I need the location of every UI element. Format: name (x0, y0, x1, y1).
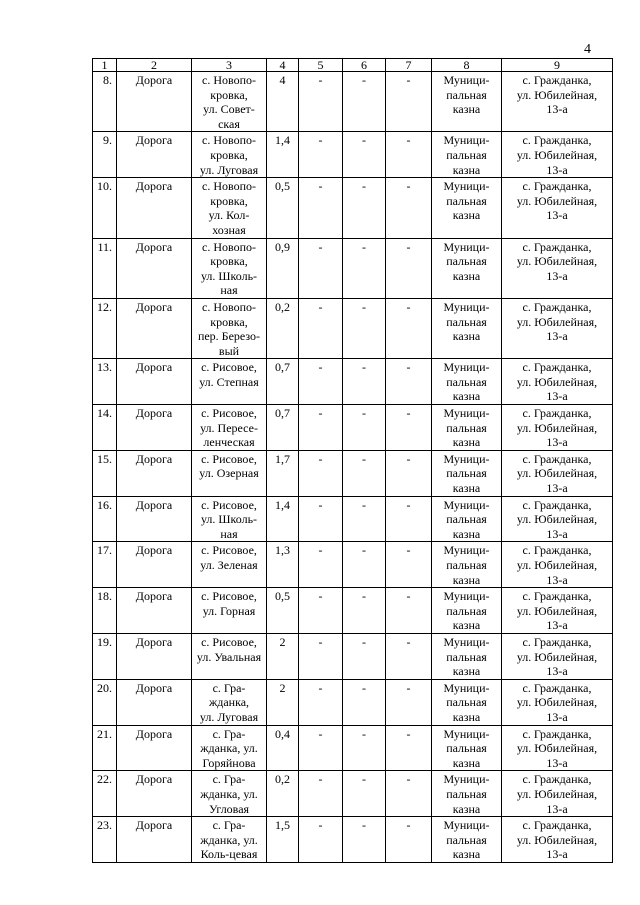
table-cell-col-7: - (386, 178, 432, 238)
table-cell-col-1: 17. (93, 542, 117, 588)
table-row (93, 298, 613, 358)
table-cell-col-4: 0,2 (267, 298, 299, 358)
table-cell-col-3: с. Гра- жданка, ул. Угловая (192, 771, 267, 817)
table-row (93, 359, 613, 405)
table-cell-col-8: Муници- пальная казна (432, 725, 502, 771)
column-header-6: 6 (343, 59, 386, 72)
table-cell-col-7: - (386, 405, 432, 451)
table-cell-col-7: - (386, 588, 432, 634)
table-cell-col-2: Дорога (117, 359, 192, 405)
table-cell-col-8: Муници- пальная казна (432, 817, 502, 863)
table-cell-col-4: 1,4 (267, 132, 299, 178)
table-cell-col-2: Дорога (117, 178, 192, 238)
table-cell-col-2: Дорога (117, 72, 192, 132)
table-cell-col-5: - (299, 725, 343, 771)
table-cell-col-9: с. Гражданка, ул. Юбилейная, 13-а (502, 298, 613, 358)
table-cell-col-8: Муници- пальная казна (432, 72, 502, 132)
table-cell-col-9: с. Гражданка, ул. Юбилейная, 13-а (502, 633, 613, 679)
table-cell-col-4: 0,5 (267, 178, 299, 238)
column-header-9: 9 (502, 59, 613, 72)
table-cell-col-8: Муници- пальная казна (432, 450, 502, 496)
table-cell-col-7: - (386, 359, 432, 405)
table-cell-col-7: - (386, 725, 432, 771)
table-cell-col-4: 0,9 (267, 238, 299, 298)
table-cell-col-4: 4 (267, 72, 299, 132)
table-row (93, 238, 613, 298)
table-cell-col-6: - (343, 359, 386, 405)
table-cell-col-7: - (386, 298, 432, 358)
table-cell-col-3: с. Рисовое, ул. Школь- ная (192, 496, 267, 542)
table-cell-col-1: 11. (93, 238, 117, 298)
table-cell-col-3: с. Новопо- кровка, ул. Совет- ская (192, 72, 267, 132)
table-cell-col-6: - (343, 405, 386, 451)
table-cell-col-7: - (386, 238, 432, 298)
table-cell-col-2: Дорога (117, 679, 192, 725)
table-header (93, 59, 613, 72)
table-cell-col-5: - (299, 178, 343, 238)
table-body (93, 72, 613, 863)
table-row (93, 633, 613, 679)
table-cell-col-1: 10. (93, 178, 117, 238)
table-cell-col-2: Дорога (117, 542, 192, 588)
table-cell-col-8: Муници- пальная казна (432, 359, 502, 405)
table-cell-col-3: с. Рисовое, ул. Горная (192, 588, 267, 634)
table-cell-col-5: - (299, 771, 343, 817)
table-cell-col-6: - (343, 542, 386, 588)
table-cell-col-3: с. Рисовое, ул. Пересе- ленческая (192, 405, 267, 451)
table-cell-col-1: 21. (93, 725, 117, 771)
table-cell-col-8: Муници- пальная казна (432, 679, 502, 725)
table-cell-col-9: с. Гражданка, ул. Юбилейная, 13-а (502, 817, 613, 863)
table-cell-col-8: Муници- пальная казна (432, 405, 502, 451)
table-cell-col-3: с. Новопо- кровка, ул. Луговая (192, 132, 267, 178)
table-cell-col-8: Муници- пальная казна (432, 178, 502, 238)
table-cell-col-6: - (343, 132, 386, 178)
table-cell-col-5: - (299, 679, 343, 725)
table-cell-col-8: Муници- пальная казна (432, 132, 502, 178)
table-cell-col-5: - (299, 588, 343, 634)
table-cell-col-9: с. Гражданка, ул. Юбилейная, 13-а (502, 588, 613, 634)
table-cell-col-2: Дорога (117, 771, 192, 817)
table-cell-col-8: Муници- пальная казна (432, 588, 502, 634)
table-cell-col-7: - (386, 679, 432, 725)
table-cell-col-6: - (343, 679, 386, 725)
header-row (93, 59, 613, 72)
table-cell-col-8: Муници- пальная казна (432, 496, 502, 542)
table-cell-col-8: Муници- пальная казна (432, 542, 502, 588)
table-row (93, 405, 613, 451)
table-row (93, 771, 613, 817)
table-cell-col-4: 1,4 (267, 496, 299, 542)
table-cell-col-6: - (343, 771, 386, 817)
column-header-8: 8 (432, 59, 502, 72)
column-header-3: 3 (192, 59, 267, 72)
table-cell-col-6: - (343, 817, 386, 863)
table-cell-col-3: с. Рисовое, ул. Озерная (192, 450, 267, 496)
table-cell-col-1: 15. (93, 450, 117, 496)
property-register-table (92, 58, 613, 863)
table-cell-col-2: Дорога (117, 298, 192, 358)
table-cell-col-6: - (343, 298, 386, 358)
table-cell-col-9: с. Гражданка, ул. Юбилейная, 13-а (502, 450, 613, 496)
table-cell-col-7: - (386, 817, 432, 863)
table-cell-col-3: с. Гра- жданка, ул. Горяйнова (192, 725, 267, 771)
table-cell-col-2: Дорога (117, 132, 192, 178)
table-cell-col-9: с. Гражданка, ул. Юбилейная, 13-а (502, 238, 613, 298)
table-cell-col-5: - (299, 450, 343, 496)
table-cell-col-1: 18. (93, 588, 117, 634)
table-cell-col-6: - (343, 238, 386, 298)
table-cell-col-3: с. Рисовое, ул. Степная (192, 359, 267, 405)
table-cell-col-1: 12. (93, 298, 117, 358)
table-cell-col-4: 1,5 (267, 817, 299, 863)
table-row (93, 542, 613, 588)
table-cell-col-4: 0,2 (267, 771, 299, 817)
table-cell-col-5: - (299, 359, 343, 405)
table-cell-col-8: Муници- пальная казна (432, 771, 502, 817)
table-cell-col-9: с. Гражданка, ул. Юбилейная, 13-а (502, 72, 613, 132)
table-cell-col-4: 1,3 (267, 542, 299, 588)
table-row (93, 178, 613, 238)
table-cell-col-6: - (343, 450, 386, 496)
table-cell-col-1: 14. (93, 405, 117, 451)
table-cell-col-2: Дорога (117, 817, 192, 863)
table-cell-col-7: - (386, 496, 432, 542)
table-cell-col-1: 22. (93, 771, 117, 817)
table-cell-col-7: - (386, 771, 432, 817)
table-cell-col-6: - (343, 72, 386, 132)
table-cell-col-5: - (299, 405, 343, 451)
column-header-5: 5 (299, 59, 343, 72)
table-cell-col-9: с. Гражданка, ул. Юбилейная, 13-а (502, 178, 613, 238)
table-cell-col-9: с. Гражданка, ул. Юбилейная, 13-а (502, 405, 613, 451)
table-cell-col-1: 13. (93, 359, 117, 405)
column-header-1: 1 (93, 59, 117, 72)
table-cell-col-9: с. Гражданка, ул. Юбилейная, 13-а (502, 542, 613, 588)
table-cell-col-3: с. Новопо- кровка, пер. Березо- вый (192, 298, 267, 358)
table-cell-col-3: с. Гра- жданка, ул. Луговая (192, 679, 267, 725)
table-row (93, 725, 613, 771)
table-cell-col-5: - (299, 542, 343, 588)
table-cell-col-3: с. Рисовое, ул. Зеленая (192, 542, 267, 588)
table-cell-col-1: 23. (93, 817, 117, 863)
table-cell-col-2: Дорога (117, 588, 192, 634)
table-cell-col-4: 1,7 (267, 450, 299, 496)
table-cell-col-6: - (343, 178, 386, 238)
table-cell-col-5: - (299, 72, 343, 132)
table-cell-col-8: Муници- пальная казна (432, 633, 502, 679)
table-cell-col-9: с. Гражданка, ул. Юбилейная, 13-а (502, 132, 613, 178)
table-cell-col-3: с. Новопо- кровка, ул. Кол- хозная (192, 178, 267, 238)
table-cell-col-2: Дорога (117, 725, 192, 771)
table-cell-col-2: Дорога (117, 633, 192, 679)
table-row (93, 496, 613, 542)
table-cell-col-5: - (299, 817, 343, 863)
table-cell-col-9: с. Гражданка, ул. Юбилейная, 13-а (502, 496, 613, 542)
table-cell-col-9: с. Гражданка, ул. Юбилейная, 13-а (502, 679, 613, 725)
table-row (93, 679, 613, 725)
table-cell-col-1: 19. (93, 633, 117, 679)
table-cell-col-1: 20. (93, 679, 117, 725)
table-cell-col-9: с. Гражданка, ул. Юбилейная, 13-а (502, 359, 613, 405)
table-cell-col-9: с. Гражданка, ул. Юбилейная, 13-а (502, 771, 613, 817)
table-row (93, 72, 613, 132)
table-cell-col-7: - (386, 72, 432, 132)
table-cell-col-7: - (386, 633, 432, 679)
table-cell-col-4: 0,5 (267, 588, 299, 634)
table-cell-col-7: - (386, 450, 432, 496)
table-cell-col-8: Муници- пальная казна (432, 238, 502, 298)
table-cell-col-6: - (343, 725, 386, 771)
table-cell-col-4: 0,4 (267, 725, 299, 771)
table-cell-col-6: - (343, 496, 386, 542)
table-cell-col-3: с. Новопо- кровка, ул. Школь- ная (192, 238, 267, 298)
table-cell-col-7: - (386, 542, 432, 588)
table-cell-col-2: Дорога (117, 405, 192, 451)
column-header-7: 7 (386, 59, 432, 72)
table-row (93, 588, 613, 634)
table-row (93, 132, 613, 178)
table-cell-col-1: 8. (93, 72, 117, 132)
table-cell-col-5: - (299, 238, 343, 298)
table-cell-col-2: Дорога (117, 450, 192, 496)
column-header-4: 4 (267, 59, 299, 72)
table-cell-col-5: - (299, 132, 343, 178)
table-cell-col-4: 0,7 (267, 359, 299, 405)
table-cell-col-1: 16. (93, 496, 117, 542)
table-cell-col-2: Дорога (117, 238, 192, 298)
table-cell-col-7: - (386, 132, 432, 178)
table-cell-col-1: 9. (93, 132, 117, 178)
table-cell-col-9: с. Гражданка, ул. Юбилейная, 13-а (502, 725, 613, 771)
table-cell-col-8: Муници- пальная казна (432, 298, 502, 358)
table-row (93, 450, 613, 496)
table-cell-col-3: с. Рисовое, ул. Увальная (192, 633, 267, 679)
table-cell-col-6: - (343, 588, 386, 634)
table-cell-col-5: - (299, 496, 343, 542)
table-cell-col-5: - (299, 298, 343, 358)
table-cell-col-5: - (299, 633, 343, 679)
table-cell-col-4: 2 (267, 679, 299, 725)
column-header-2: 2 (117, 59, 192, 72)
table-cell-col-4: 0,7 (267, 405, 299, 451)
table-cell-col-3: с. Гра- жданка, ул. Коль-цевая (192, 817, 267, 863)
table-cell-col-6: - (343, 633, 386, 679)
table-cell-col-2: Дорога (117, 496, 192, 542)
table-cell-col-4: 2 (267, 633, 299, 679)
table-row (93, 817, 613, 863)
page-number: 4 (584, 42, 591, 57)
